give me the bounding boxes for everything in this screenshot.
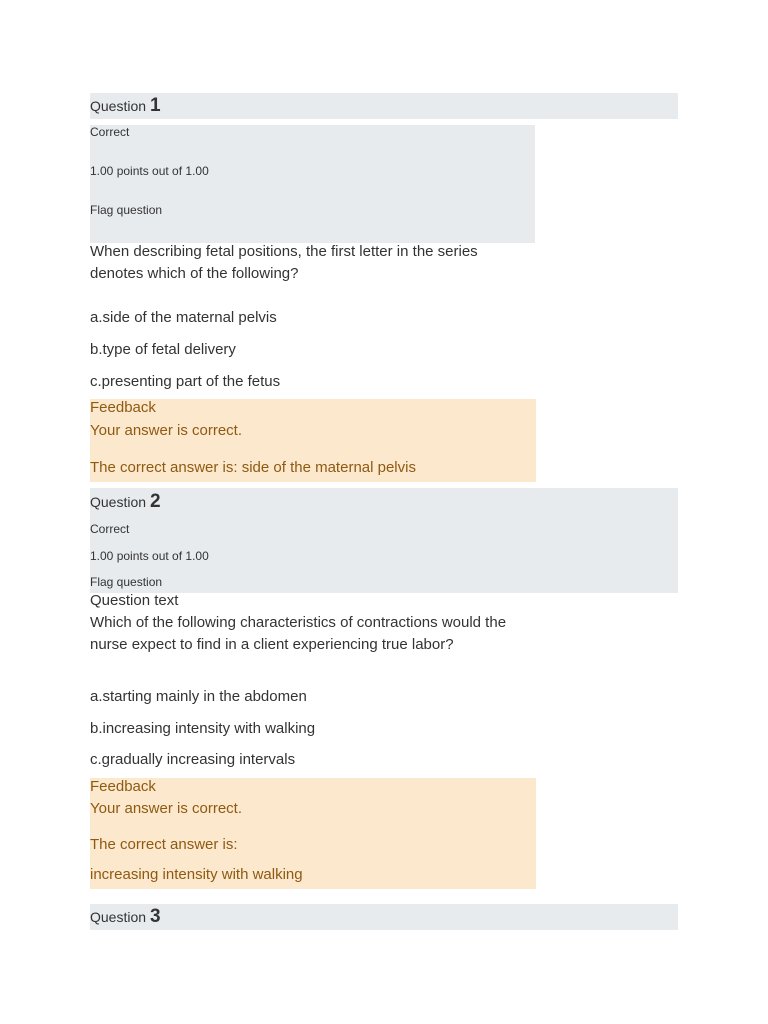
feedback-correct-answer-label: The correct answer is: [90,836,238,853]
question-label: Question [90,494,147,510]
answer-option-b[interactable]: b.increasing intensity with walking [90,720,316,737]
question-number: 3 [150,906,161,927]
question-1-header [90,93,678,119]
question-2-title [90,491,161,513]
flag-question-link[interactable]: Flag question [90,575,163,589]
feedback-correct-answer-value: increasing intensity with walking [90,866,303,883]
feedback-title: Feedback [90,778,156,795]
question-3-title [90,906,161,928]
question-number: 2 [150,491,161,512]
question-1-info [90,125,535,243]
question-2-text: Which of the following characteristics of contractions would the nurse expect to find in a client experiencing true labor? [90,614,507,653]
feedback-title: Feedback [90,399,156,416]
question-grade: 1.00 points out of 1.00 [90,164,209,178]
question-1-text: When describing fetal positions, the first letter in the series denotes which of the following? [90,243,478,282]
feedback-result: Your answer is correct. [90,422,243,439]
answer-option-a[interactable]: a.side of the maternal pelvis [90,309,277,326]
question-2-header [90,488,678,593]
flag-question-link[interactable]: Flag question [90,203,163,217]
question-grade: 1.00 points out of 1.00 [90,549,209,563]
question-label: Question [90,909,147,925]
feedback-correct-answer: The correct answer is: side of the maternal pelvis [90,459,416,476]
question-2-feedback [90,778,536,889]
answer-option-a[interactable]: a.starting mainly in the abdomen [90,688,307,705]
question-1-title [90,95,161,117]
question-state: Correct [90,125,130,139]
question-state: Correct [90,522,130,536]
question-number: 1 [150,95,161,116]
question-label: Question [90,98,147,114]
answer-option-b[interactable]: b.type of fetal delivery [90,341,236,358]
question-1-feedback [90,399,536,482]
feedback-result: Your answer is correct. [90,800,243,817]
question-text-heading: Question text [90,592,179,609]
answer-option-c[interactable]: c.presenting part of the fetus [90,373,281,390]
answer-option-c[interactable]: c.gradually increasing intervals [90,751,296,768]
question-3-header [90,904,678,930]
